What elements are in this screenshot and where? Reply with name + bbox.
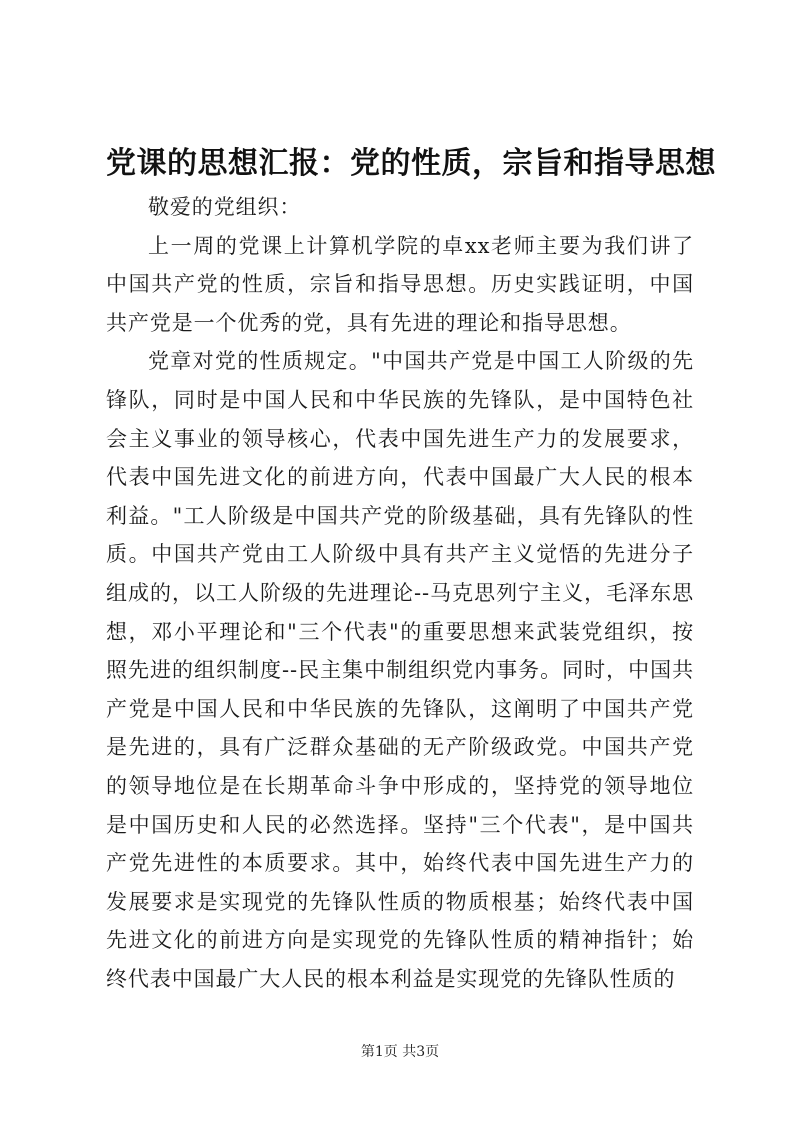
paragraph-intro: 上一周的党课上计算机学院的卓xx老师主要为我们讲了中国共产党的性质，宗旨和指导思想。历史实践证明，中国共产党是一个优秀的党，具有先进的理论和指导思想。 [106, 233, 694, 335]
salutation: 敬爱的党组织： [148, 195, 302, 219]
document-title: 党课的思想汇报：党的性质，宗旨和指导思想 [106, 146, 716, 181]
document-body [106, 188, 694, 998]
paragraph-party-nature: 党章对党的性质规定。"中国共产党是中国工人阶级的先锋队，同时是中国人民和中华民族的先锋队，是中国特色社会主义事业的领导核心，代表中国先进生产力的发展要求，代表中国先进文化的前进方向，代表中国最广大人民的根本利益。"工人阶级是中国共产党的阶级基础，具有先锋队的性质。中国共产党由工人阶级中具有共产主义觉悟的先进分子组成的，以工人阶级的先进理论--马克思列宁主义，毛泽东思想，邓小平理论和"三个代表"的重要思想来武装党组织，按照先进的组织制度--民主集中制组织党内事务。同时，中国共产党是中国人民和中华民族的先锋队，这阐明了中国共产党是先进的，具有广泛群众基础的无产阶级政党。中国共产党的领导地位是在长期革命斗争中形成的，坚持党的领导地位是中国历史和人民的必然选择。坚持"三个代表"，是中国共产党先进性的本质要求。其中，始终代表中国先进生产力的发展要求是实现党的先锋队性质的物质根基；始终代表中国先进文化的前进方向是实现党的先锋队性质的精神指针；始终代表中国最广大人民的根本利益是实现党的先锋队性质的 [106, 349, 694, 991]
page-footer: 第1页 共3页 [360, 1044, 440, 1060]
